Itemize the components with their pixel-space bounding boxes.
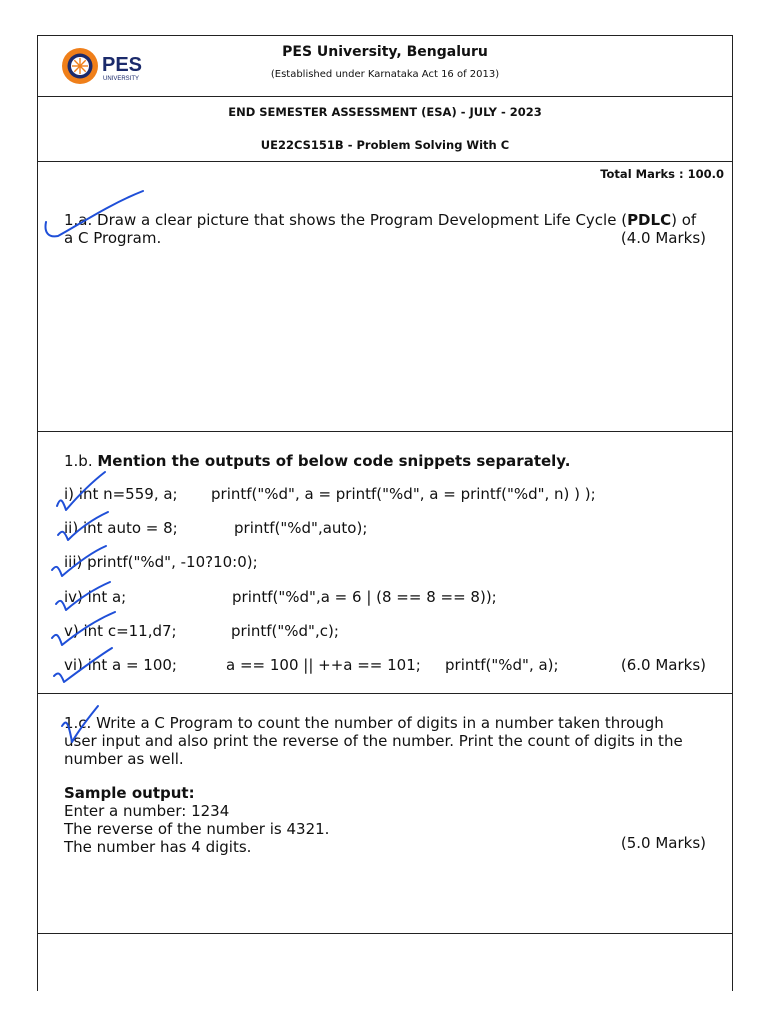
exam-title: END SEMESTER ASSESSMENT (ESA) - JULY - 2023 (228, 105, 542, 119)
q1a-label: 1.a. Draw a clear picture that shows the Program Development Life Cycle ( (64, 211, 628, 229)
university-header (38, 36, 732, 97)
snippet-5-code: v) int c=11,d7; (64, 622, 177, 640)
q1b-heading (64, 452, 570, 470)
snippet-1-code: i) int n=559, a; (64, 485, 178, 503)
exam-title-block (38, 97, 732, 162)
logo-text: PES (102, 54, 143, 76)
snippet-1-stmt: printf("%d", a = printf("%d", a = printf("%d", n) ) ); (211, 485, 596, 503)
snippet-6-code: vi) int a = 100; (64, 656, 177, 674)
q1c-marks: (5.0 Marks) (620, 834, 706, 852)
logo-subtext: UNIVERSITY (103, 76, 140, 82)
q1a-marks: (4.0 Marks) (620, 229, 706, 247)
snippet-3-code: iii) printf("%d", -10?10:0); (64, 553, 258, 571)
question-1a-block (38, 162, 732, 432)
snippet-2-code: ii) int auto = 8; (64, 519, 178, 537)
snippet-2-stmt: printf("%d",auto); (234, 519, 368, 537)
q1c-line2: user input and also print the reverse of the number. Print the count of digits in the (64, 732, 683, 750)
q1b-heading-bold: Mention the outputs of below code snippets separately. (97, 452, 571, 470)
sample-line-1: Enter a number: 1234 (64, 802, 230, 820)
question-1b-block (38, 432, 732, 694)
next-question-block (38, 934, 732, 991)
snippet-4-stmt: printf("%d",a = 6 | (8 == 8 == 8)); (232, 588, 497, 606)
q1c-line3: number as well. (64, 750, 184, 768)
sample-output-heading: Sample output: (64, 784, 195, 802)
established-note: (Established under Karnataka Act 16 of 2013) (270, 69, 500, 80)
q1b-prefix: 1.b. (64, 452, 98, 470)
sample-line-2: The reverse of the number is 4321. (64, 820, 330, 838)
exam-page-frame (37, 35, 733, 991)
sample-line-3: The number has 4 digits. (64, 838, 252, 856)
snippet-4-code: iv) int a; (64, 588, 127, 606)
q1a-bold: PDLC (627, 211, 672, 229)
q1c-line1: 1.c. Write a C Program to count the number of digits in a number taken through (64, 714, 664, 732)
course-title: UE22CS151B - Problem Solving With C (260, 138, 510, 152)
question-1c-block (38, 694, 732, 934)
snippet-5-stmt: printf("%d",c); (231, 622, 339, 640)
q1b-marks: (6.0 Marks) (620, 656, 706, 674)
total-marks: Total Marks : 100.0 (600, 167, 724, 181)
snippet-6-stmt: a == 100 || ++a == 101; (226, 656, 421, 674)
snippet-6-stmt2: printf("%d", a); (445, 656, 559, 674)
question-1a-text (64, 211, 706, 247)
university-name: PES University, Bengaluru (282, 44, 488, 60)
question-1c-text (64, 714, 706, 856)
q1a-rest: ) of (671, 211, 697, 229)
q1a-line2: a C Program. (64, 229, 162, 247)
